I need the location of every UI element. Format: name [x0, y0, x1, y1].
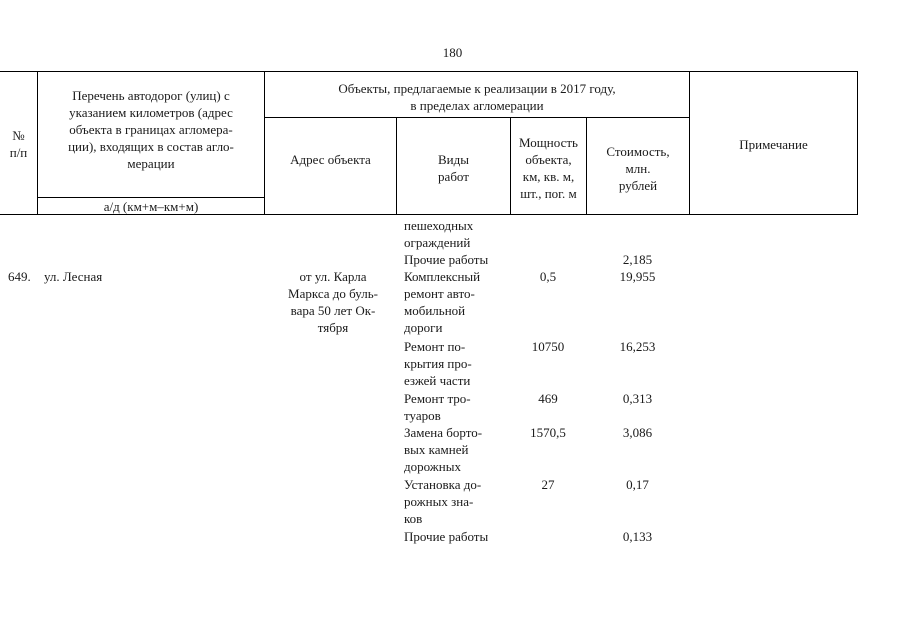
- entry-address: от ул. Карла Маркса до буль- вара 50 лет Ок- тября: [288, 269, 378, 335]
- work-cost: 16,253: [619, 339, 656, 354]
- header-cost: Стоимость, млн. рублей: [606, 144, 670, 193]
- carryover-other-label: Прочие работы: [404, 252, 489, 267]
- header-roads-sub: а/д (км+м–км+м): [103, 199, 199, 214]
- work-cost: 0,133: [622, 529, 653, 544]
- work-capacity: 1570,5: [530, 425, 566, 440]
- header-works: Виды работ: [438, 152, 469, 184]
- work-type: Комплексный ремонт авто- мобильной дороги: [404, 269, 481, 335]
- carryover-other-cost: 2,185: [622, 252, 653, 267]
- work-type: Ремонт тро- туаров: [404, 391, 471, 423]
- header-address: Адрес объекта: [290, 152, 371, 167]
- work-type: Замена борто- вых камней дорожных: [404, 425, 483, 474]
- header-number: № п/п: [9, 128, 28, 160]
- work-cost: 3,086: [622, 425, 653, 440]
- page-number: 180: [442, 45, 463, 60]
- carryover-work-tail: пешеходных ограждений: [404, 218, 474, 250]
- entry-road: ул. Лесная: [44, 269, 103, 284]
- work-cost: 19,955: [619, 269, 656, 284]
- work-capacity: 27: [541, 477, 555, 492]
- work-capacity: 0,5: [539, 269, 557, 284]
- header-roads: Перечень автодорог (улиц) с указанием километров (адрес объекта в границах агломера- ции), входящих в состав агло- мерации: [68, 88, 234, 171]
- header-objects-group: Объекты, предлагаемые к реализации в 2017 году, в пределах агломерации: [338, 81, 616, 113]
- work-type: Ремонт по- крытия про- езжей части: [404, 339, 472, 388]
- work-cost: 0,17: [626, 477, 649, 492]
- header-capacity: Мощность объекта, км, кв. м, шт., пог. м: [519, 135, 578, 201]
- work-type: Установка до- рожных зна- ков: [404, 477, 482, 526]
- work-cost: 0,313: [622, 391, 653, 406]
- entry-number: 649.: [8, 269, 31, 284]
- header-note: Примечание: [739, 137, 808, 152]
- work-type: Прочие работы: [404, 529, 489, 544]
- work-capacity: 469: [538, 391, 558, 406]
- work-capacity: 10750: [531, 339, 565, 354]
